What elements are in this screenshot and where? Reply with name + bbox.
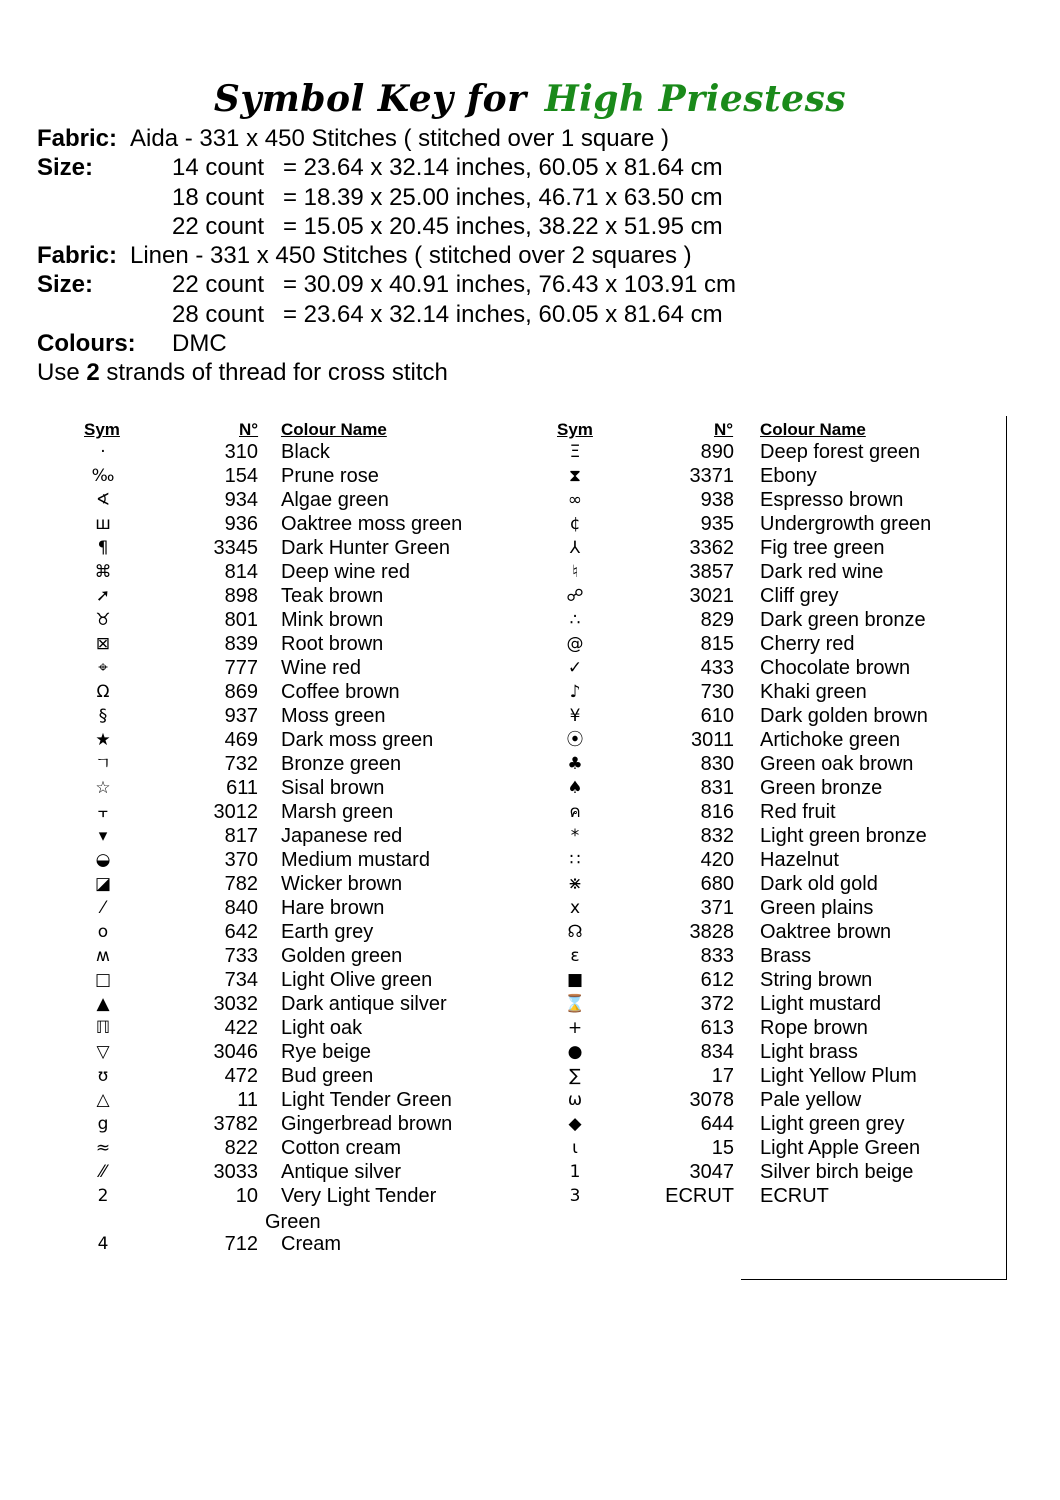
symbol: ⧗ (569, 466, 581, 486)
header-sym: Sym (84, 420, 120, 439)
symbol: ʊ (97, 1066, 109, 1086)
symbol: ♉ (95, 610, 111, 630)
symbol: ♮ (571, 562, 579, 582)
symbol: ● (567, 1042, 583, 1062)
colour-name: Brass (760, 945, 812, 967)
colour-name: Gingerbread brown (281, 1113, 453, 1135)
colour-name: Dark moss green (281, 729, 434, 751)
dmc-number: 712 (224, 1233, 258, 1255)
colour-name: Dark golden brown (760, 705, 928, 727)
size-dims: = 18.39 x 25.00 inches, 46.71 x 63.50 cm (283, 183, 723, 211)
strands-note: Use 2 strands of thread for cross stitch (37, 359, 448, 387)
fabric-value: Linen - 331 x 450 Stitches ( stitched over 2 squares ) (130, 242, 692, 270)
colour-name: Rope brown (760, 1017, 868, 1039)
symbol: ɩ (572, 1138, 578, 1158)
colour-name: Light green bronze (760, 825, 927, 847)
symbol: ʍ (96, 946, 110, 966)
symbol: ⁄⁄ (100, 1162, 106, 1182)
dmc-number: 642 (224, 921, 258, 943)
dmc-number: 420 (700, 849, 734, 871)
dmc-number: 829 (700, 609, 734, 631)
symbol: ⌛ (564, 994, 586, 1014)
colour-name: Light oak (281, 1017, 363, 1039)
symbol: ⌘ (94, 562, 112, 582)
colour-name: Bud green (281, 1065, 374, 1087)
colour-name: Deep wine red (281, 561, 410, 583)
dmc-number: 840 (224, 897, 258, 919)
dmc-number: 3021 (689, 585, 734, 607)
dmc-number: 832 (700, 825, 734, 847)
colour-name: Earth grey (281, 921, 374, 943)
fabric-value: Aida - 331 x 450 Stitches ( stitched over 1 square ) (130, 125, 669, 152)
symbol: ◒ (95, 850, 111, 870)
symbol: ⅄ (569, 538, 581, 558)
dmc-number: 934 (224, 489, 258, 511)
dmc-number: 3032 (213, 993, 258, 1015)
dmc-number: 830 (700, 753, 734, 775)
dmc-number: 3857 (689, 561, 734, 583)
colour-name: Silver birch beige (760, 1161, 914, 1183)
dmc-number: 815 (700, 633, 734, 655)
symbol: 2 (97, 1186, 109, 1206)
right-border (1006, 416, 1007, 1280)
dmc-number: 3046 (213, 1041, 258, 1063)
size-label: Size: (37, 271, 94, 299)
symbol: ⌖ (98, 658, 108, 678)
size-count: 18 count (172, 183, 265, 211)
symbol: · (100, 442, 106, 462)
dmc-number: 938 (700, 489, 734, 511)
symbol: ▾ (98, 826, 108, 846)
dmc-number: 3371 (689, 465, 734, 487)
colour-name: Coffee brown (281, 681, 400, 703)
dmc-number: 834 (700, 1041, 734, 1063)
colour-name: Cream (281, 1233, 342, 1255)
colour-name: Espresso brown (760, 489, 904, 511)
dmc-number: 3078 (689, 1089, 734, 1111)
symbol: + (567, 1018, 583, 1038)
dmc-number: 11 (237, 1089, 258, 1111)
colour-name: Dark green bronze (760, 609, 926, 631)
size-count: 28 count (172, 300, 265, 328)
colour-name-wrap: Green (265, 1211, 321, 1233)
symbol: ค (569, 802, 581, 822)
symbol: ⫟ (97, 802, 109, 822)
colour-name: Golden green (281, 945, 403, 967)
dmc-number: 472 (224, 1065, 258, 1087)
header-num: N° (239, 420, 259, 439)
dmc-number: 3828 (689, 921, 734, 943)
page-title (0, 78, 1060, 120)
dmc-number: 935 (700, 513, 734, 535)
dmc-number: 372 (700, 993, 734, 1015)
colour-name: Dark antique silver (281, 993, 447, 1015)
dmc-number: 3345 (213, 537, 258, 559)
symbol: Ω (96, 682, 110, 702)
symbol: ≈ (95, 1138, 111, 1158)
size-dims: = 30.09 x 40.91 inches, 76.43 x 103.91 cm (283, 271, 736, 299)
dmc-number: 936 (224, 513, 258, 535)
dmc-number: 817 (224, 825, 258, 847)
dmc-number: 730 (700, 681, 734, 703)
dmc-number: 433 (700, 657, 734, 679)
dmc-number: 610 (700, 705, 734, 727)
colour-name: Wicker brown (281, 873, 403, 895)
symbol: ¢ (569, 514, 581, 534)
size-label: Size: (37, 154, 94, 182)
colours-label: Colours: (37, 330, 136, 358)
header-num: N° (714, 420, 734, 439)
dmc-number: 422 (224, 1017, 258, 1039)
dmc-number: 734 (224, 969, 258, 991)
symbol: ☍ (566, 586, 584, 606)
symbol: ω (567, 1090, 583, 1110)
colour-name: Light Yellow Plum (760, 1065, 917, 1087)
dmc-number: 613 (700, 1017, 734, 1039)
colour-name: ECRUT (760, 1185, 829, 1207)
colour-name: Dark old gold (760, 873, 878, 895)
pattern-name: High Priestess (544, 78, 847, 120)
symbol: ‰ (91, 466, 115, 486)
colour-name: Cotton cream (281, 1137, 402, 1159)
colour-name: Bronze green (281, 753, 402, 775)
size-dims: = 23.64 x 32.14 inches, 60.05 x 81.64 cm (283, 154, 723, 182)
symbol: * (570, 826, 580, 846)
symbol: 3 (569, 1186, 581, 1206)
symbol: ¶ (97, 538, 109, 558)
dmc-number: 680 (700, 873, 734, 895)
header-sym: Sym (557, 420, 593, 439)
dmc-number: 15 (711, 1137, 734, 1159)
colour-name: Cliff grey (760, 585, 839, 607)
colour-name: Ebony (760, 465, 817, 487)
header-colour-name: Colour Name (281, 420, 387, 439)
bottom-rule (741, 1279, 1007, 1280)
symbol: ♠ (567, 778, 583, 798)
size-count: 14 count (172, 154, 265, 182)
symbol: Ξ (569, 442, 581, 462)
dmc-number: 17 (711, 1065, 734, 1087)
dmc-number: 869 (224, 681, 258, 703)
dmc-number: 310 (224, 441, 258, 463)
symbol: □ (94, 970, 112, 990)
symbol: ★ (95, 730, 111, 750)
dmc-number: 3047 (689, 1161, 734, 1183)
colour-name: Pale yellow (760, 1089, 862, 1111)
dmc-number: 733 (224, 945, 258, 967)
colour-name: Undergrowth green (760, 513, 932, 535)
dmc-number: 814 (224, 561, 258, 583)
symbol: ∷ (569, 850, 581, 870)
dmc-number: 801 (224, 609, 258, 631)
colour-name: String brown (760, 969, 873, 991)
symbol: ♣ (567, 754, 583, 774)
colour-name: Sisal brown (281, 777, 385, 799)
symbol: g (97, 1114, 109, 1134)
colour-name: Hare brown (281, 897, 385, 919)
symbol: ☊ (567, 922, 583, 942)
dmc-number: 611 (226, 777, 258, 799)
dmc-number: 3011 (690, 729, 734, 751)
colour-name: Wine red (281, 657, 362, 679)
colour-name: Hazelnut (760, 849, 839, 871)
symbol: ∢ (95, 490, 111, 510)
dmc-number: 469 (224, 729, 258, 751)
dmc-number: 890 (700, 441, 734, 463)
symbol: ➚ (95, 586, 111, 606)
dmc-number: 777 (224, 657, 258, 679)
symbol: ♪ (569, 682, 581, 702)
dmc-number: 732 (224, 753, 258, 775)
symbol: ⦿ (566, 730, 584, 750)
title-prefix: Symbol Key for (213, 78, 527, 120)
colour-name: Green bronze (760, 777, 883, 799)
symbol: ☆ (95, 778, 111, 798)
symbol: @ (566, 634, 584, 654)
fabric-label: Fabric: (37, 125, 118, 152)
dmc-number: 10 (235, 1185, 258, 1207)
header-colour-name: Colour Name (760, 420, 866, 439)
dmc-number: 612 (700, 969, 734, 991)
colours-value: DMC (172, 330, 227, 358)
colour-name: Light mustard (760, 993, 882, 1015)
colour-name: Root brown (281, 633, 384, 655)
colour-name: Oaktree brown (760, 921, 892, 943)
symbol: ▽ (96, 1042, 110, 1062)
colour-name: Fig tree green (760, 537, 885, 559)
size-count: 22 count (172, 212, 265, 240)
colour-name: Khaki green (760, 681, 867, 703)
symbol: ✓ (567, 658, 583, 678)
symbol: ㄱ (94, 754, 112, 774)
symbol: 1 (569, 1162, 581, 1182)
colour-name: Antique silver (281, 1161, 402, 1183)
colour-name: Artichoke green (760, 729, 901, 751)
symbol: ◆ (568, 1114, 582, 1134)
dmc-number: 3782 (213, 1113, 258, 1135)
colour-name: Japanese red (281, 825, 403, 847)
colour-name: Chocolate brown (760, 657, 911, 679)
symbol: 4 (97, 1234, 109, 1254)
symbol: ⋇ (567, 874, 583, 894)
dmc-number: ECRUT (665, 1185, 734, 1207)
colour-name: Green plains (760, 897, 874, 919)
dmc-number: 782 (224, 873, 258, 895)
dmc-number: 3012 (213, 801, 258, 823)
colour-name: Green oak brown (760, 753, 914, 775)
symbol: ⁄ (101, 898, 105, 918)
dmc-number: 831 (700, 777, 734, 799)
size-count: 22 count (172, 271, 265, 299)
symbol: △ (96, 1090, 110, 1110)
colour-name: Medium mustard (281, 849, 430, 871)
dmc-number: 839 (224, 633, 258, 655)
dmc-number: 644 (700, 1113, 734, 1135)
dmc-number: 816 (700, 801, 734, 823)
dmc-number: 3033 (213, 1161, 258, 1183)
dmc-number: 371 (700, 897, 734, 919)
symbol: ∑ (569, 1066, 581, 1086)
colour-name: Algae green (281, 489, 389, 511)
colour-name: Very Light Tender (281, 1185, 437, 1207)
symbol: ▲ (96, 994, 110, 1014)
colour-name: Light brass (760, 1041, 858, 1063)
colour-name: Oaktree moss green (281, 513, 463, 535)
symbol: § (98, 706, 108, 726)
colour-name: Dark red wine (760, 561, 884, 583)
colour-name: Deep forest green (760, 441, 921, 463)
colour-name: Teak brown (281, 585, 384, 607)
symbol: x (569, 898, 581, 918)
symbol: ■ (566, 970, 584, 990)
symbol: ш (95, 514, 111, 534)
symbol: ¥ (569, 706, 581, 726)
symbol: ℿ (95, 1018, 111, 1038)
dmc-number: 370 (224, 849, 258, 871)
colour-name: Cherry red (760, 633, 855, 655)
colour-name: Light Olive green (281, 969, 433, 991)
colour-name: Marsh green (281, 801, 394, 823)
dmc-number: 154 (224, 465, 258, 487)
dmc-number: 822 (224, 1137, 258, 1159)
symbol: ◪ (94, 874, 112, 894)
size-dims: = 15.05 x 20.45 inches, 38.22 x 51.95 cm (283, 212, 723, 240)
dmc-number: 898 (224, 585, 258, 607)
symbol: ⊠ (95, 634, 111, 654)
symbol: ∴ (569, 610, 581, 630)
dmc-number: 3362 (689, 537, 734, 559)
colour-name: Red fruit (760, 801, 836, 823)
colour-name: Rye beige (281, 1041, 372, 1063)
dmc-number: 937 (224, 705, 258, 727)
colour-name: Prune rose (281, 465, 379, 487)
colour-name: Light green grey (760, 1113, 905, 1135)
colour-name: Mink brown (281, 609, 384, 631)
symbol: ɛ (570, 946, 580, 966)
colour-name: Black (281, 441, 330, 463)
colour-name: Moss green (281, 705, 386, 727)
dmc-number: 833 (700, 945, 734, 967)
colour-name: Dark Hunter Green (281, 537, 450, 559)
symbol: ∞ (567, 490, 583, 510)
colour-name: Light Apple Green (760, 1137, 921, 1159)
colour-name: Light Tender Green (281, 1089, 452, 1111)
size-dims: = 23.64 x 32.14 inches, 60.05 x 81.64 cm (283, 300, 723, 328)
fabric-label: Fabric: (37, 242, 118, 270)
symbol: o (97, 922, 109, 942)
